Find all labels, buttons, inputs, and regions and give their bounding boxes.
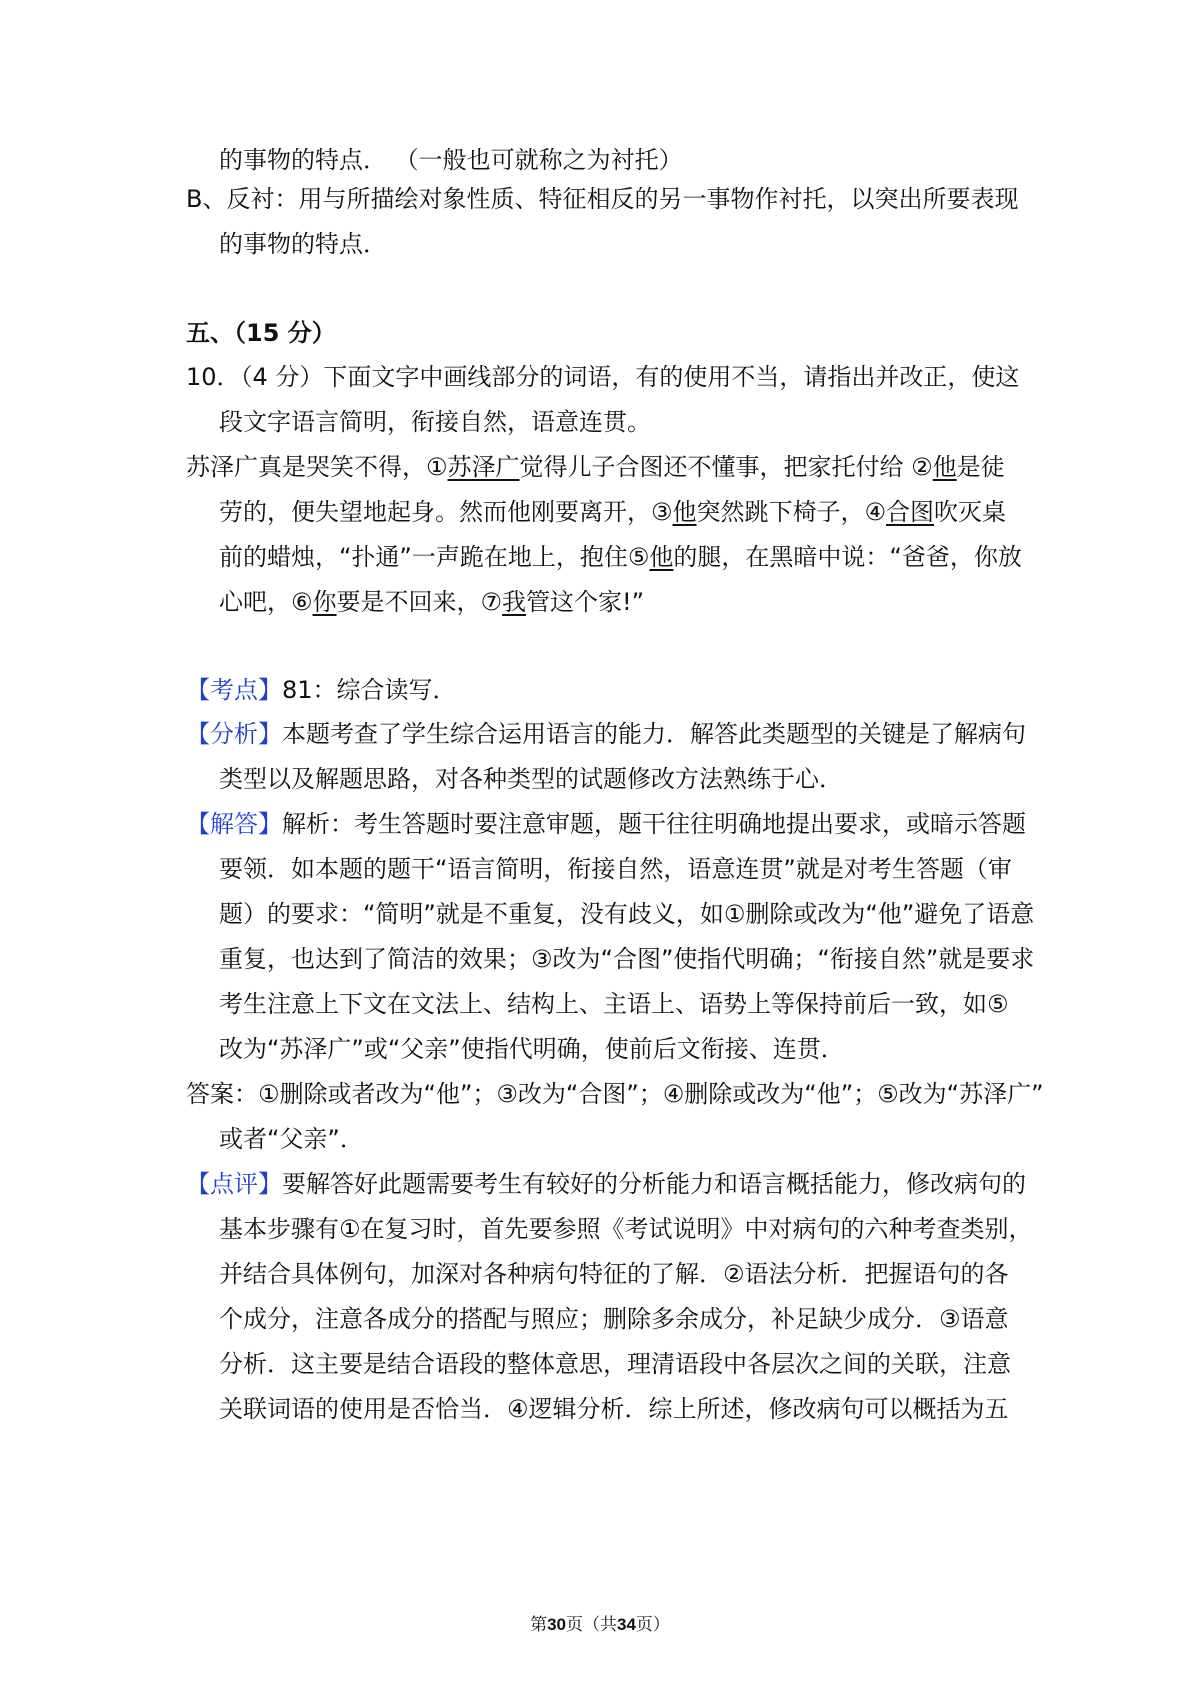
fenxi-line xyxy=(186,717,1026,751)
underlined-word: 他 xyxy=(672,498,697,526)
option-b-line-2: 的事物的特点． xyxy=(219,230,387,258)
jieda-line-3: 题）的要求：“简明”就是不重复，没有歧义，如①删除或改为“他”避免了语意 xyxy=(219,900,1035,928)
jieda-line-6: 改为“苏泽广”或“父亲”使指代明确，使前后文衔接、连贯． xyxy=(219,1035,845,1063)
passage-text: 要是不回来，⑦ xyxy=(336,588,503,616)
jieda-line xyxy=(186,807,1026,841)
fenxi-tag: 【分析】 xyxy=(186,720,282,748)
jieda-line-5: 考生注意上下文在文法上、结构上、主语上、语势上等保持前后一致，如⑤ xyxy=(219,990,1009,1018)
passage-text: 是徒 xyxy=(956,453,1005,481)
question-line-2: 段文字语言简明，衔接自然，语意连贯。 xyxy=(219,408,651,436)
passage-line xyxy=(219,585,644,619)
fenxi-line-2: 类型以及解题思路，对各种类型的试题修改方法熟练于心． xyxy=(219,765,843,793)
total-page-number: 34 xyxy=(617,1615,636,1634)
passage-line xyxy=(186,450,1005,484)
dianping-line-5: 分析．这主要是结合语段的整体意思，理清语段中各层次之间的关联，注意 xyxy=(219,1350,1011,1378)
dianping-line-6: 关联词语的使用是否恰当．④逻辑分析．综上所述，修改病句可以概括为五 xyxy=(219,1395,1009,1423)
dianping-line-4: 个成分，注意各成分的搭配与照应；删除多余成分，补足缺少成分．③语意 xyxy=(219,1305,1009,1333)
jieda-line-2: 要领．如本题的题干“语言简明，衔接自然，语意连贯”就是对考生答题（审 xyxy=(219,855,1012,883)
footer-text: 第 xyxy=(530,1615,548,1635)
dianping-line xyxy=(186,1167,1026,1201)
continuation-line: 的事物的特点． （一般也可就称之为衬托） xyxy=(219,146,683,174)
passage-text: 觉得儿子合图还不懂事，把家托付给 ② xyxy=(519,453,933,481)
jieda-text: 解析：考生答题时要注意审题，题干往往明确地提出要求，或暗示答题 xyxy=(282,810,1026,838)
passage-text: 突然跳下椅子，④ xyxy=(696,498,887,526)
passage-text: 前的蜡烛，“扑通”一声跪在地上，抱住⑤ xyxy=(219,543,650,571)
underlined-word: 他 xyxy=(932,453,957,481)
kaodian-line xyxy=(186,673,457,707)
answer-line-2: 或者“父亲”． xyxy=(219,1125,364,1153)
underlined-word: 他 xyxy=(649,543,674,571)
underlined-word: 你 xyxy=(312,588,337,616)
current-page-number: 30 xyxy=(547,1615,566,1634)
fenxi-text: 本题考查了学生综合运用语言的能力．解答此类题型的关键是了解病句 xyxy=(282,720,1026,748)
passage-text: 心吧，⑥ xyxy=(219,588,313,616)
passage-line xyxy=(219,540,1022,574)
dianping-text: 要解答好此题需要考生有较好的分析能力和语言概括能力，修改病句的 xyxy=(282,1170,1026,1198)
question-line: 10．（4 分）下面文字中画线部分的词语，有的使用不当，请指出并改正，使这 xyxy=(186,363,1020,391)
kaodian-text: 81：综合读写． xyxy=(282,676,457,704)
dianping-line-3: 并结合具体例句，加深对各种病句特征的了解．②语法分析．把握语句的各 xyxy=(219,1260,1009,1288)
passage-text: 管这个家!” xyxy=(526,588,645,616)
page-footer xyxy=(0,1610,1200,1635)
underlined-word: 合图 xyxy=(886,498,935,526)
passage-text: 劳的，便失望地起身。然而他刚要离开，③ xyxy=(219,498,673,526)
dianping-tag: 【点评】 xyxy=(186,1170,282,1198)
kaodian-tag: 【考点】 xyxy=(186,676,282,704)
footer-text: 页） xyxy=(635,1615,670,1635)
underlined-word: 苏泽广 xyxy=(447,453,520,481)
passage-text: 吹灭桌 xyxy=(934,498,1007,526)
jieda-line-4: 重复，也达到了简洁的效果；③改为“合图”使指代明确；“衔接自然”就是要求 xyxy=(219,945,1035,973)
footer-text: 页（共 xyxy=(566,1615,617,1635)
dianping-line-2: 基本步骤有①在复习时，首先要参照《考试说明》中对病句的六种考查类别， xyxy=(219,1215,1033,1243)
jieda-tag: 【解答】 xyxy=(186,810,282,838)
answer-line: 答案：①删除或者改为“他”；③改为“合图”；④删除或改为“他”；⑤改为“苏泽广” xyxy=(186,1080,1044,1108)
section-heading: 五、（15 分） xyxy=(186,319,336,347)
underlined-word: 我 xyxy=(502,588,527,616)
passage-text: 的腿，在黑暗中说：“爸爸，你放 xyxy=(673,543,1022,571)
passage-line xyxy=(219,495,1006,529)
option-b-line: B、反衬：用与所描绘对象性质、特征相反的另一事物作衬托，以突出所要表现 xyxy=(186,185,1019,213)
passage-text: 苏泽广真是哭笑不得，① xyxy=(186,453,448,481)
